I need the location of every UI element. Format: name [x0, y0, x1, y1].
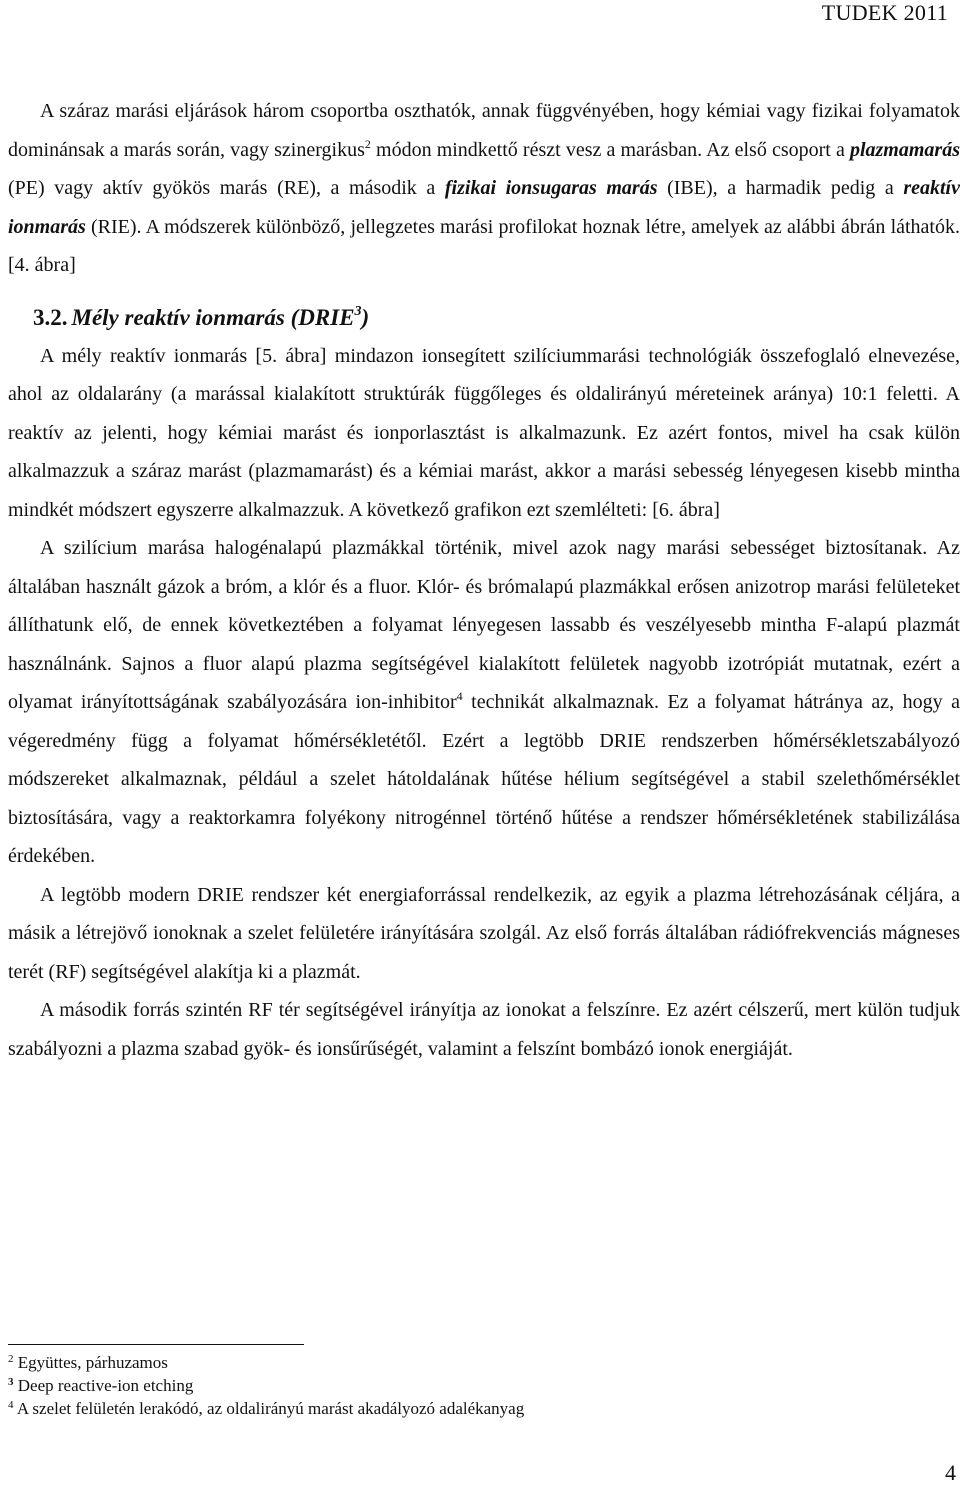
footnote-mark: 3 — [8, 1376, 14, 1388]
footnotes — [8, 1344, 708, 1420]
section-title-close: ) — [361, 304, 370, 330]
paragraph-halogen-plasma — [8, 529, 960, 876]
paragraph-text: technikát alkalmaznak. Ez a folyamat hátránya az, hogy a végeredmény függ a folyamat hőmérsékletétől. Ezért a legtöbb DRIE rendszerben hőmérsékletszabályozó módszereket alkalmaznak, például a szelet hátoldalának hűtése hélium segítségével a stabil szelethőmérséklet biztosítására, vagy a reaktorkamra folyékony nitrogénnel történő hűtése a rendszer hőmérsékletének stabilizálása érdekében. — [8, 691, 960, 867]
page-body — [8, 92, 960, 1068]
paragraph-dry-etching — [8, 92, 960, 285]
term-reactive-ion-etching: reaktív ionmarás — [8, 177, 960, 238]
paragraph-text: (IBE), a harmadik pedig a — [657, 177, 904, 199]
footnote-ref-2: 2 — [364, 136, 371, 151]
footnote-ref-4: 4 — [456, 689, 463, 703]
page-number: 4 — [945, 1460, 956, 1485]
paragraph-text: A szilícium marása halogénalapú plazmákkal történik, mivel azok nagy marási sebességet biztosítanak. Az általában használt gázok a bróm, a klór és a fluor. Klór- és brómalapú plazmákkal erősen anizotrop marási felületeket állíthatunk elő, de ennek következtében a folyamat lényegesen lassabb és veszélyesebb mintha F-alapú plazmát használnánk. Sajnos a fluor alapú plazma segítségével kialakított felületek nagyobb izotrópiát mutatnak, ezért a olyamat irányítottságának szabályozására ion-inhibitor — [8, 537, 960, 713]
paragraph-text: A száraz marási eljárások három csoportba oszthatók, annak függvényében, hogy kémiai vagy fizikai folyamatok dominánsak a marás során, vagy szinergikus — [8, 100, 960, 161]
running-header: TUDEK 2011 — [821, 0, 948, 25]
footnote-2 — [8, 1351, 708, 1374]
footnote-text: A szelet felületén lerakódó, az oldalirányú marást akadályozó adalékanyag — [16, 1399, 525, 1418]
footnote-mark: 2 — [8, 1353, 14, 1365]
footnote-text: Deep reactive-ion etching — [17, 1376, 194, 1395]
footnote-mark: 4 — [8, 1399, 14, 1411]
paragraph-energy-sources: A legtöbb modern DRIE rendszer két energiaforrással rendelkezik, az egyik a plazma létrehozásának céljára, a másik a létrejövő ionoknak a szelet felületére irányítására szolgál. Az első forrás általában rádiófrekvenciás mágneses terét (RF) segítségével alakítja ki a plazmát. — [8, 883, 960, 983]
term-ion-beam-etching: fizikai ionsugaras marás — [444, 177, 658, 199]
term-plasma-etching: plazmamarás — [849, 138, 960, 161]
paragraph-drie-intro: A mély reaktív ionmarás [5. ábra] mindazon ionsegített szilíciummarási technológiák összefoglaló elnevezése, ahol az oldalarány (a marással kialakított struktúrák függőleges és oldalirányú méreteinek aránya) 10:1 feletti. A reaktív az jelenti, hogy kémiai marást és ionporlasztást is alkalmazunk. Ez azért fontos, mivel ha csak külön alkalmazzuk a száraz marást (plazmamarást) és a kémiai marást, akkor a marási sebesség lényegesen kisebb mintha mindkét módszert egyszerre alkalmazzuk. A következő grafikon ezt szemlélteti: [6. ábra] — [8, 344, 960, 521]
footnote-text: Együttes, párhuzamos — [17, 1353, 168, 1372]
section-number: 3.2. — [33, 304, 68, 330]
footnote-4 — [8, 1397, 708, 1420]
paragraph-text: (RIE). A módszerek különböző, jellegzetes marási profilokat hoznak létre, amelyek az alábbi ábrán láthatók. [4. ábra] — [8, 215, 960, 276]
paragraph-text: módon mindkettő részt vesz a marásban. Az első csoport a — [370, 138, 850, 161]
paragraph-second-source: A második forrás szintén RF tér segítségével irányítja az ionokat a felszínre. Ez azért célszerű, mert külön tudjuk szabályozni a plazma szabad gyök- és ionsűrűségét, valamint a felszínt bombázó ionok energiáját. — [8, 999, 960, 1060]
section-heading — [33, 299, 960, 337]
footnote-separator — [8, 1344, 304, 1345]
footnote-3 — [8, 1374, 708, 1397]
footnote-ref-3: 3 — [354, 303, 362, 319]
section-title-text: Mély reaktív ionmarás (DRIE — [71, 304, 355, 330]
section-title — [72, 305, 370, 330]
paragraph-text: (PE) vagy aktív gyökös marás (RE), a második a — [8, 177, 445, 199]
